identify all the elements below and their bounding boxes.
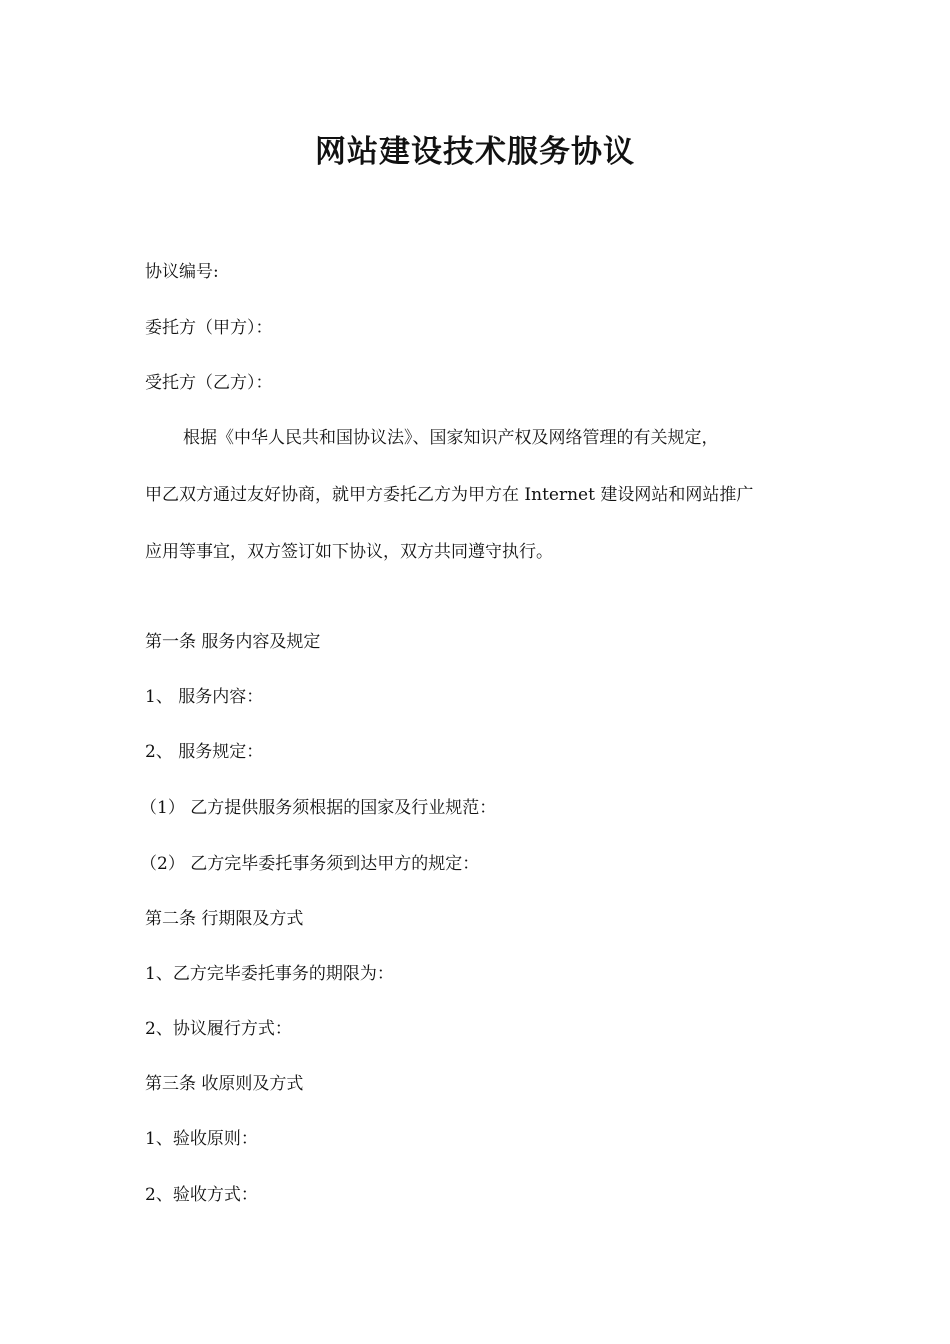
article-3-heading: 第三条 收原则及方式 [145, 1074, 304, 1094]
document-title: 网站建设技术服务协议 [315, 134, 635, 170]
article-2-item-2: 2、协议履行方式： [145, 1019, 292, 1039]
article-2-item-1: 1、乙方完毕委托事务的期限为： [145, 964, 394, 984]
party-a-label: 委托方（甲方）： [145, 318, 273, 338]
article-1-sub-item-2: （2） 乙方完毕委托事务须到达甲方的规定： [140, 854, 480, 874]
preamble-line-1: 根据《中华人民共和国协议法》、国家知识产权及网络管理的有关规定， [183, 428, 719, 448]
preamble-line-2: 甲乙双方通过友好协商，就甲方委托乙方为甲方在 Internet 建设网站和网站推广 [145, 485, 754, 505]
article-2-heading: 第二条 行期限及方式 [145, 909, 304, 929]
article-3-item-1: 1、验收原则： [145, 1129, 258, 1149]
article-1-sub-item-1: （1） 乙方提供服务须根据的国家及行业规范： [140, 798, 497, 818]
article-1-item-2: 2、 服务规定： [145, 742, 264, 762]
article-3-item-2: 2、验收方式： [145, 1185, 258, 1205]
preamble-line-3: 应用等事宜，双方签订如下协议，双方共同遵守执行。 [145, 542, 553, 562]
article-1-item-1: 1、 服务内容： [145, 687, 264, 707]
party-b-label: 受托方（乙方）： [145, 373, 273, 393]
article-1-heading: 第一条 服务内容及规定 [145, 632, 321, 652]
agreement-number-label: 协议编号: [145, 262, 219, 282]
